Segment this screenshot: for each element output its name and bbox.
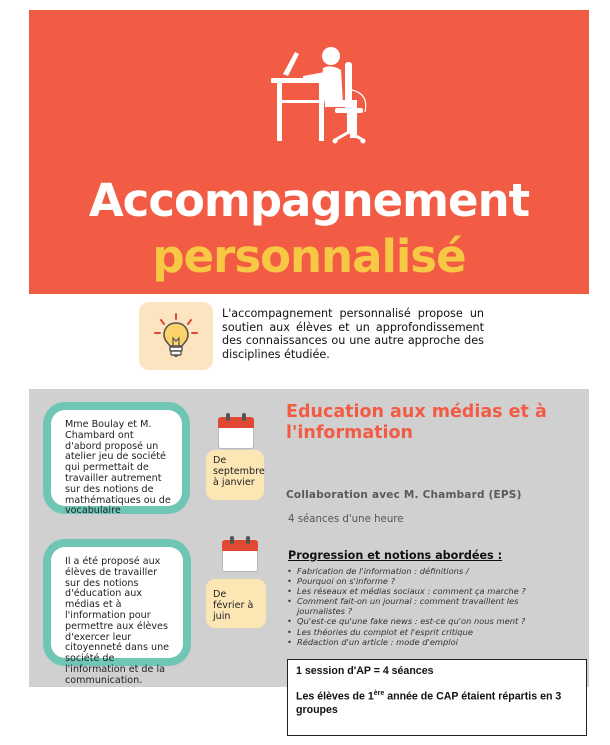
list-item: • Comment fait-on un journal : comment travaillent les journalistes ? xyxy=(286,596,554,616)
period-badge: De septembre à janvier xyxy=(206,450,264,500)
info-box xyxy=(287,659,587,736)
intro-paragraph: L'accompagnement personnalisé propose un soutien aux élèves et un approfondissement des connaissances ou une autre approche des disciplines étudiée. xyxy=(222,307,484,361)
activity-card-inner xyxy=(51,410,182,517)
calendar-icon xyxy=(222,536,258,572)
list-item: • Fabrication de l'information : définitions / xyxy=(286,566,554,576)
progression-heading: Progression et notions abordées : xyxy=(288,549,503,562)
lightbulb-badge xyxy=(139,302,213,370)
activity-card xyxy=(43,539,191,686)
period-badge: De février à juin xyxy=(206,579,266,628)
banner-subtitle: personnalisé xyxy=(152,230,466,283)
banner-title: Accompagnement xyxy=(88,174,530,227)
activity-card-inner xyxy=(51,547,183,686)
calendar-icon xyxy=(218,413,254,449)
sessions-label: 4 séances d'une heure xyxy=(288,514,404,525)
activity-description: Il a été proposé aux élèves de travailler sur des notions d'éducation aux médias et à l'information pour permettre aux élèves d'exercer leur citoyenneté dans une société de l'information et de la communication. xyxy=(65,556,170,686)
info-line: 1 session d'AP = 4 séances xyxy=(296,665,434,677)
list-item: • Qu'est-ce qu'une fake news : est-ce qu'on nous ment ? xyxy=(286,616,554,626)
section-title: Education aux médias et à l'information xyxy=(286,402,547,443)
collaboration-label: Collaboration avec M. Chambard (EPS) xyxy=(286,489,522,501)
person-at-desk-icon xyxy=(265,40,375,150)
list-item: • Les réseaux et médias sociaux : comment ça marche ? xyxy=(286,586,554,596)
list-item: • Pourquoi on s'informe ? xyxy=(286,576,554,586)
activity-card xyxy=(43,402,190,517)
progression-list xyxy=(286,566,554,647)
list-item: • Rédaction d'un article : mode d'emploi xyxy=(286,637,554,647)
lightbulb-icon xyxy=(153,312,199,360)
activity-description: Mme Boulay et M. Chambard ont d'abord proposé un atelier jeu de société qui permettait de travailler autrement sur des notions de mathématiques ou de vocabulaire xyxy=(65,419,171,517)
list-item: • Les théories du complot et l'esprit critique xyxy=(286,627,554,637)
info-line: Les élèves de 1ère année de CAP étaient répartis en 3 groupes xyxy=(296,690,562,716)
header-banner xyxy=(29,10,589,294)
